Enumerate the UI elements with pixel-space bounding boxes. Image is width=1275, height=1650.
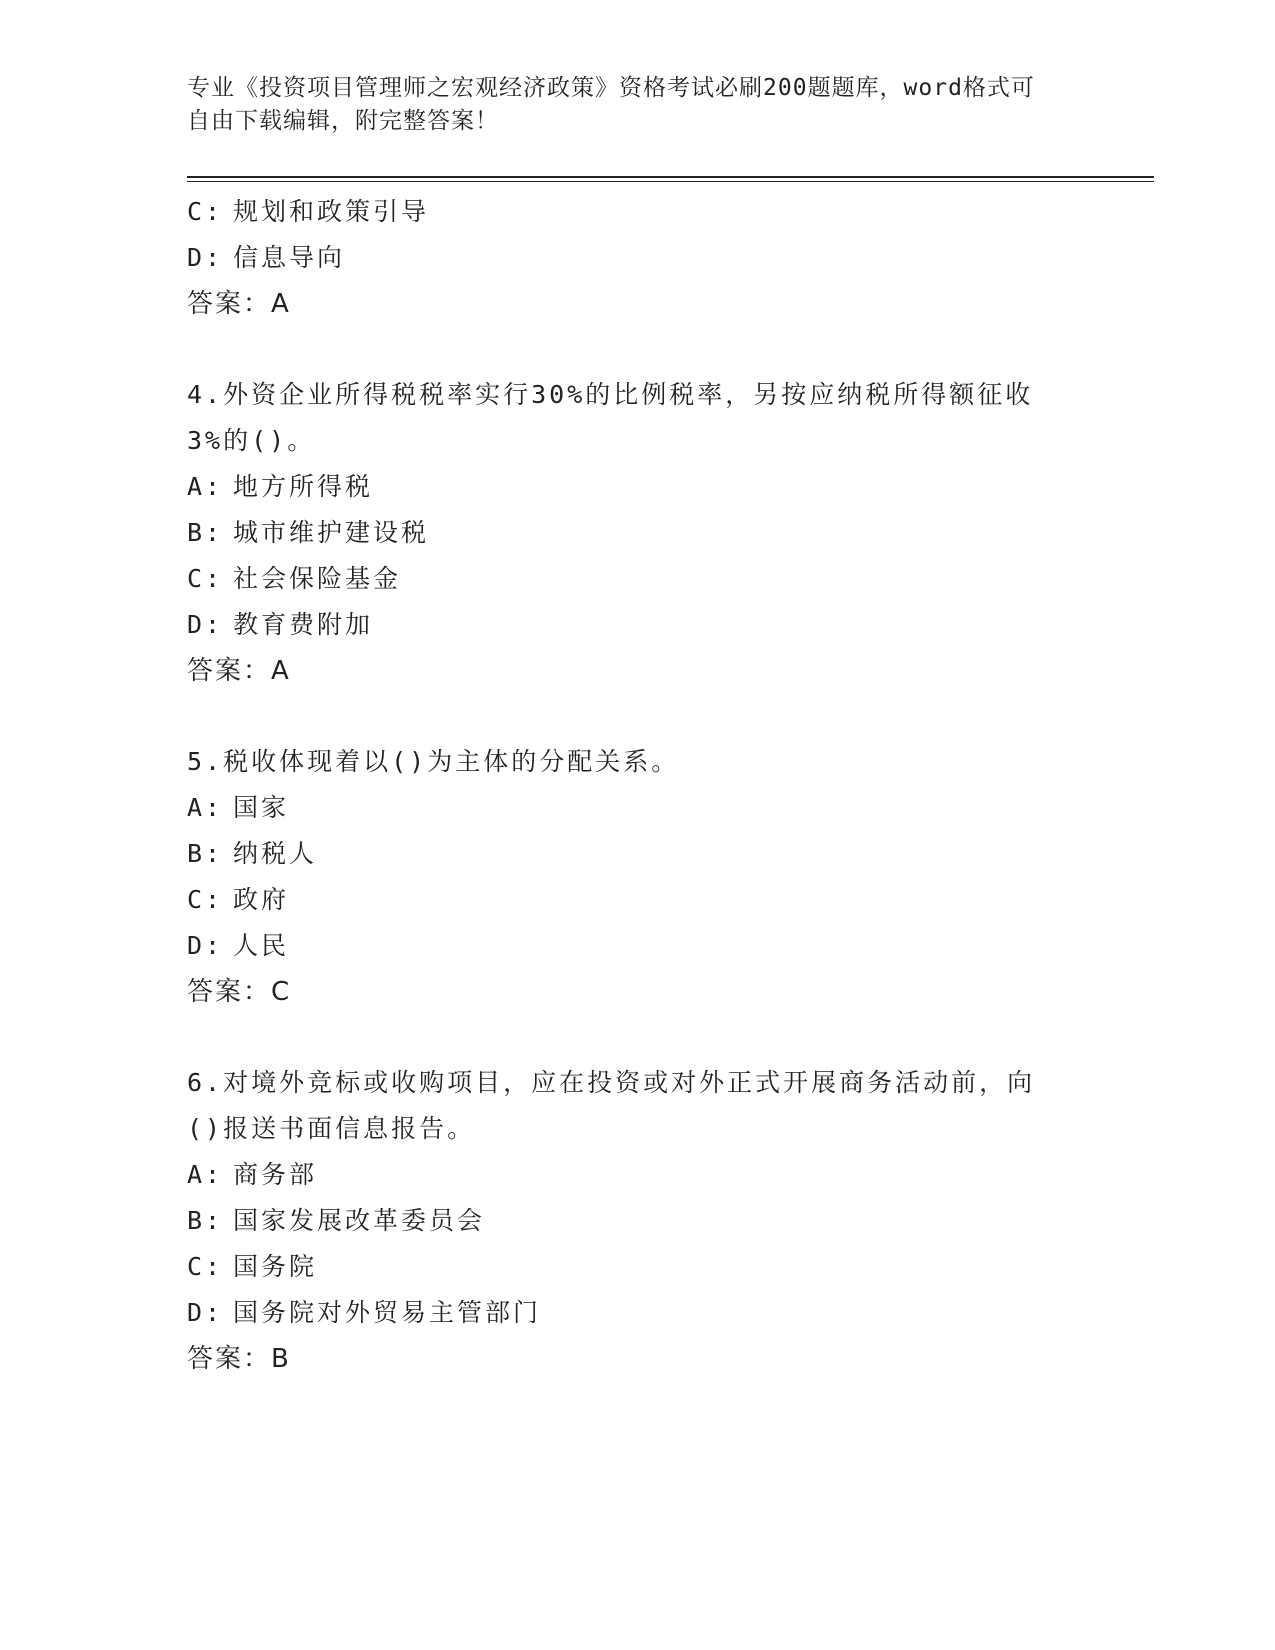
- option-text: 商务部: [233, 1160, 318, 1189]
- header-divider-thin: [187, 181, 1154, 182]
- option-key: C:: [187, 1252, 224, 1281]
- option-b: [187, 510, 1087, 556]
- option-key: B:: [187, 1206, 224, 1235]
- option-text: 地方所得税: [233, 472, 374, 501]
- answer-label: 答案：: [187, 656, 272, 686]
- option-a: [187, 464, 1087, 510]
- answer-line: [187, 648, 1087, 694]
- option-key: C:: [187, 197, 224, 226]
- question-stem-line-2: 3%的()。: [187, 426, 316, 455]
- option-c: [187, 556, 1087, 602]
- option-key: C:: [187, 564, 224, 593]
- option-key: D:: [187, 243, 224, 272]
- header-title-line-2: 自由下载编辑，附完整答案！: [187, 108, 499, 134]
- option-key: C:: [187, 885, 224, 914]
- option-d: [187, 923, 1087, 969]
- option-d: [187, 602, 1087, 648]
- answer-label: 答案：: [187, 1344, 272, 1374]
- option-text: 教育费附加: [233, 610, 374, 639]
- answer-line: [187, 1336, 1087, 1382]
- option-text: 社会保险基金: [233, 564, 402, 593]
- option-b: [187, 831, 1087, 877]
- option-text: 国务院: [233, 1252, 318, 1281]
- option-key: A:: [187, 793, 224, 822]
- option-b: [187, 1198, 1087, 1244]
- question-3-continued: [187, 189, 1087, 327]
- option-text: 国家: [233, 793, 290, 822]
- answer-line: [187, 969, 1087, 1015]
- option-text: 规划和政策引导: [233, 197, 430, 226]
- option-c: [187, 877, 1087, 923]
- option-c: [187, 1244, 1087, 1290]
- option-a: [187, 785, 1087, 831]
- option-key: B:: [187, 839, 224, 868]
- question-stem-line-1: 4.外资企业所得税税率实行30%的比例税率，另按应纳税所得额征收: [187, 380, 1034, 409]
- option-text: 人民: [233, 931, 290, 960]
- option-c: [187, 189, 1087, 235]
- question-stem-line-1: 5.税收体现着以()为主体的分配关系。: [187, 747, 680, 776]
- answer-value: C: [271, 977, 292, 1007]
- option-text: 国家发展改革委员会: [233, 1206, 486, 1235]
- answer-line: [187, 281, 1087, 327]
- option-key: D:: [187, 610, 224, 639]
- option-key: D:: [187, 931, 224, 960]
- question-stem-line-2: ()报送书面信息报告。: [187, 1114, 476, 1143]
- option-d: [187, 1290, 1087, 1336]
- question-6: [187, 1060, 1087, 1382]
- option-text: 纳税人: [233, 839, 318, 868]
- answer-value: B: [271, 1344, 291, 1374]
- option-text: 信息导向: [233, 243, 346, 272]
- option-text: 城市维护建设税: [233, 518, 430, 547]
- option-key: A:: [187, 472, 224, 501]
- question-list: [187, 189, 1087, 1382]
- document-header: [187, 72, 1067, 138]
- answer-value: A: [271, 289, 291, 319]
- option-key: B:: [187, 518, 224, 547]
- option-text: 政府: [233, 885, 290, 914]
- question-stem-line-1: 6.对境外竞标或收购项目，应在投资或对外正式开展商务活动前，向: [187, 1068, 1036, 1097]
- question-5: [187, 739, 1087, 1015]
- header-divider-thick: [187, 176, 1154, 178]
- answer-label: 答案：: [187, 289, 272, 319]
- answer-label: 答案：: [187, 977, 272, 1007]
- option-key: D:: [187, 1298, 224, 1327]
- answer-value: A: [271, 656, 291, 686]
- option-text: 国务院对外贸易主管部门: [233, 1298, 542, 1327]
- option-d: [187, 235, 1087, 281]
- header-title-line-1: 专业《投资项目管理师之宏观经济政策》资格考试必刷200题题库，word格式可: [187, 75, 1035, 101]
- question-4: [187, 372, 1087, 694]
- option-a: [187, 1152, 1087, 1198]
- option-key: A:: [187, 1160, 224, 1189]
